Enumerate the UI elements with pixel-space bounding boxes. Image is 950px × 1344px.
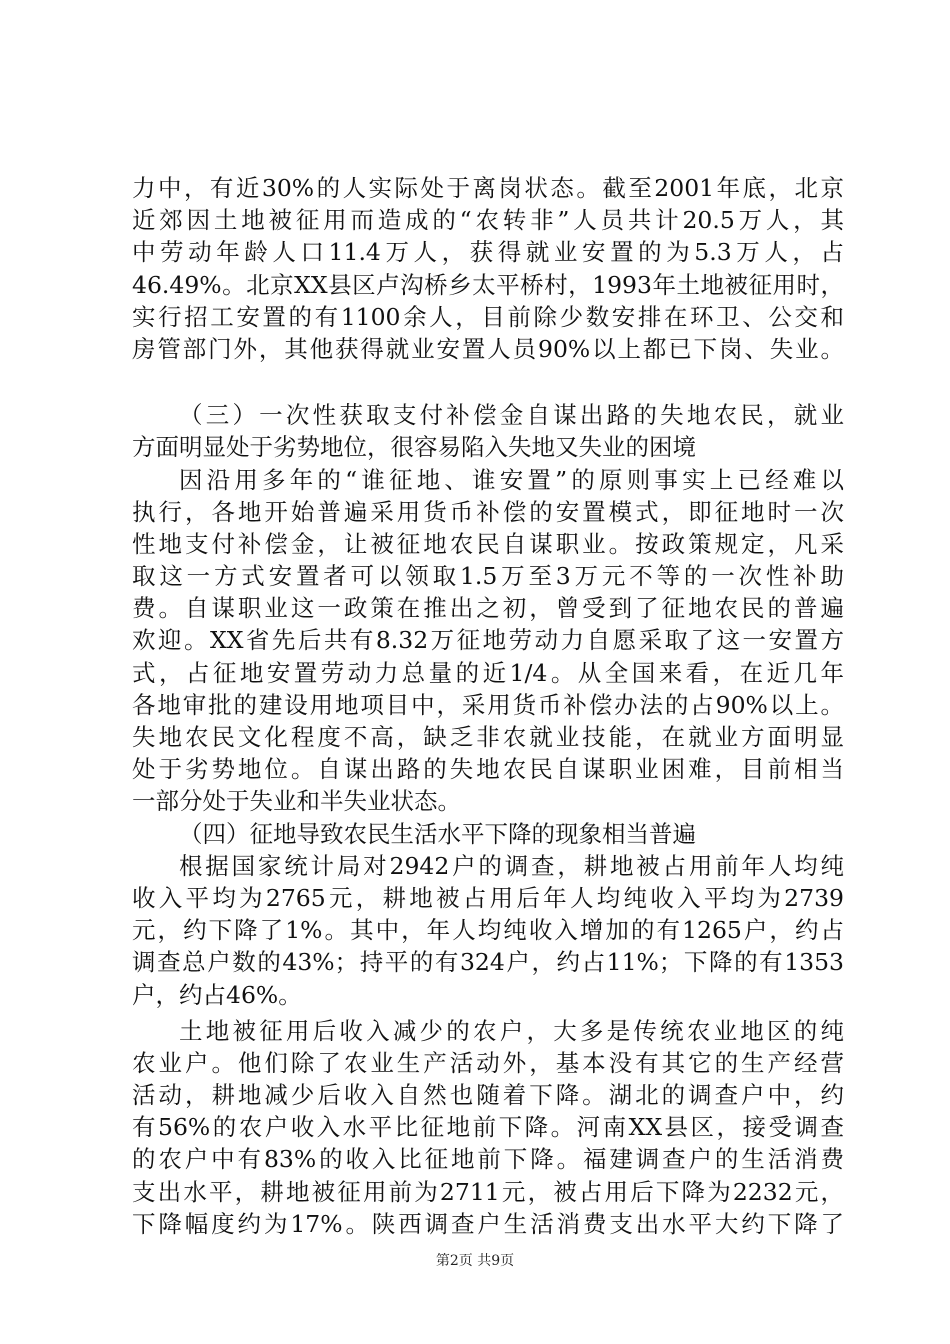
text-line: 农业户。他们除了农业生产活动外，基本没有其它的生产经营: [132, 1048, 844, 1077]
text-line: 户，约占46%。: [132, 980, 302, 1009]
section-heading-4: [132, 818, 844, 850]
text-line: 有56%的农户收入水平比征地前下降。河南XX县区，接受调查: [132, 1113, 844, 1142]
paragraph-continued: [132, 172, 844, 365]
text-line: 的农户中有83%的收入比征地前下降。福建调查户的生活消费: [132, 1145, 844, 1174]
document-body: [132, 172, 844, 1240]
text-line: 处于劣势地位。自谋出路的失地农民自谋职业困难，目前相当: [132, 755, 844, 784]
page-number-footer: 第2页 共9页: [435, 1253, 515, 1269]
text-line: 执行，各地开始普遍采用货币补偿的安置模式，即征地时一次: [132, 497, 844, 526]
paragraph-currency-compensation: [132, 464, 844, 818]
text-line: 失地农民文化程度不高，缺乏非农就业技能，在就业方面明显: [132, 723, 844, 751]
text-line: 费。自谋职业这一政策在推出之初，曾受到了征地农民的普遍: [132, 594, 844, 623]
text-line: 实行招工安置的有1100余人，目前除少数安排在环卫、公交和: [132, 302, 844, 331]
heading-line: （四）征地导致农民生活水平下降的现象相当普遍: [179, 819, 696, 848]
heading-line: （三）一次性获取支付补偿金自谋出路的失地农民，就业: [179, 401, 844, 430]
text-line: 各地审批的建设用地项目中，采用货币补偿办法的占90%以上。: [132, 690, 844, 719]
text-line: 土地被征用后收入减少的农户，大多是传统农业地区的纯: [179, 1016, 844, 1045]
text-line: 一部分处于失业和半失业状态。: [132, 787, 461, 816]
text-line: 下降幅度约为17%。陕西调查户生活消费支出水平大约下降了: [132, 1209, 844, 1238]
text-line: 欢迎。XX省先后共有8.32万征地劳动力自愿采取了这一安置方: [132, 626, 844, 655]
text-line: 式，占征地安置劳动力总量的近1/4。从全国来看，在近几年: [132, 658, 844, 687]
text-line: 调查总户数的43%；持平的有324户，约占11%；下降的有1353: [132, 948, 844, 977]
text-line: 活动，耕地减少后收入自然也随着下降。湖北的调查户中，约: [132, 1081, 844, 1110]
text-line: 近郊因土地被征用而造成的“农转非”人员共计20.5万人，其: [132, 206, 844, 235]
text-line: 性地支付补偿金，让被征地农民自谋职业。按政策规定，凡采: [132, 529, 844, 558]
text-line: 房管部门外，其他获得就业安置人员90%以上都已下岗、失业。: [132, 334, 844, 363]
text-line: 支出水平，耕地被征用前为2711元，被占用后下降为2232元，: [132, 1177, 844, 1206]
heading-line: 方面明显处于劣势地位，很容易陷入失地又失业的困境: [132, 433, 696, 462]
text-line: 收入平均为2765元，耕地被占用后年人均纯收入平均为2739: [132, 883, 844, 912]
text-line: 取这一方式安置者可以领取1.5万至3万元不等的一次性补助: [132, 562, 844, 591]
section-heading-3: [132, 399, 844, 463]
text-line: 中劳动年龄人口11.4万人，获得就业安置的为5.3万人，占: [132, 238, 844, 267]
paragraph-gap: [132, 365, 844, 399]
text-line: 46.49%。北京XX县区卢沟桥乡太平桥村，1993年土地被征用时，: [132, 270, 844, 299]
text-line: 因沿用多年的“谁征地、谁安置”的原则事实上已经难以: [179, 465, 844, 494]
text-line: 元，约下降了1%。其中，年人均纯收入增加的有1265户，约占: [132, 916, 844, 945]
text-line: 根据国家统计局对2942户的调查，耕地被占用前年人均纯: [179, 851, 844, 880]
paragraph-survey-income: [132, 850, 844, 1011]
paragraph-income-decline: [132, 1015, 844, 1240]
text-line: 力中，有近30%的人实际处于离岗状态。截至2001年底，北京: [132, 174, 844, 202]
